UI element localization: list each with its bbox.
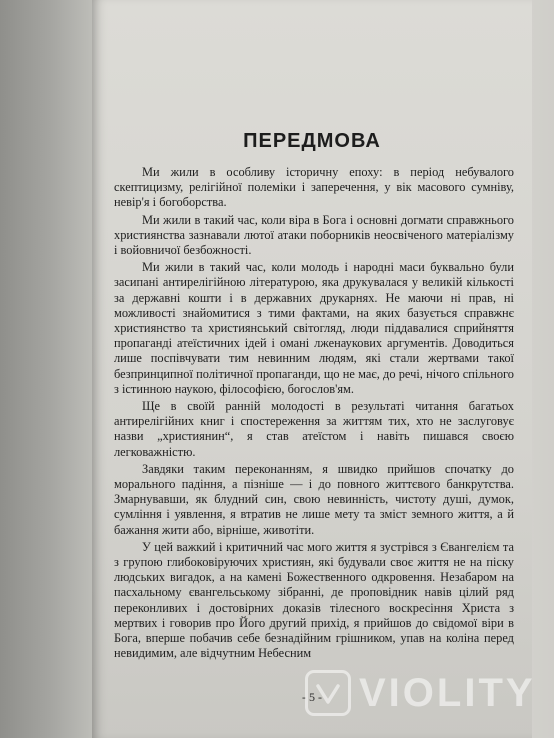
page-body [114,165,514,664]
paragraph: Ми жили в особливу історичну епоху: в період небувалого скептицизму, релігійної полеміки і заперечення, у вік масового сумніву, невір'я і богоборства. [114,165,514,210]
watermark [305,665,550,721]
violity-logo-icon [305,670,351,716]
watermark-text: VIOLITY [359,670,536,715]
page-title: ПЕРЕДМОВА [243,130,381,152]
paragraph: Ще в своїй ранній молодості в результаті читання багатьох антирелігійних книг і спостереження за життям тих, хто не заслуговує назви „християнин“, я став атеїстом і навіть пишався своєю легковажністю. [114,399,514,459]
paragraph: Ми жили в такий час, коли віра в Бога і основні догмати справжнього християнства зазнавали лютої атаки поборників неосвіченого матеріалізму і войовничої безбожності. [114,212,514,258]
paragraph: Завдяки таким переконанням, я швидко прийшов спочатку до морального падіння, а пізніше — і до повного життєвого банкрутства. Змарнувавши, як блудний син, свою невинність, чистоту душі, думок, сумління і уявлення, я втратив не лише мету та зміст земного життя, а й бажання жити або, вірніше, животіти. [114,461,514,537]
book-page [92,0,532,738]
paragraph: Ми жили в такий час, коли молодь і народні маси буквально були засипані антирелігійною літературою, яка друкувалася у великій кількості за державні кошти і в державних друкарнях. Не маючи ні прав, ні можливості знайомитися з тими фактами, на яких базується справжнє християнство та християнський світогляд, люди піддавалися сприйняття пропаганді атеїстичних ідей і омані лженаукових аргументів. Доводиться лише поспівчувати тим невинним людям, які стали жертвами такої безпринципної політичної пропаганди, що не має, до речі, нічого спільного з істинною наукою, філософією, богослов'ям. [114,260,514,396]
violity-logo-glyph [313,678,343,708]
book-gutter-shadow [0,0,92,738]
paragraph: У цей важкий і критичний час мого життя я зустрівся з Євангелієм та з групою глибоковіруючих християн, які будували своє життя не на піску людських вигадок, а на камені Божественного одкровення. Незабаром на пасхальному євангельському зібранні, де проповідник навів цілий ряд переконливих і достовірних доказів тілесного воскресіння Христа з мертвих і говорив про Його другий прихід, я прийшов до свідомої віри в Бога, вперше побачив себе безнадійним грішником, упав на коліна перед невидимим, але відчутним Небесним [114,539,514,661]
page-number: - 5 - [302,690,322,704]
